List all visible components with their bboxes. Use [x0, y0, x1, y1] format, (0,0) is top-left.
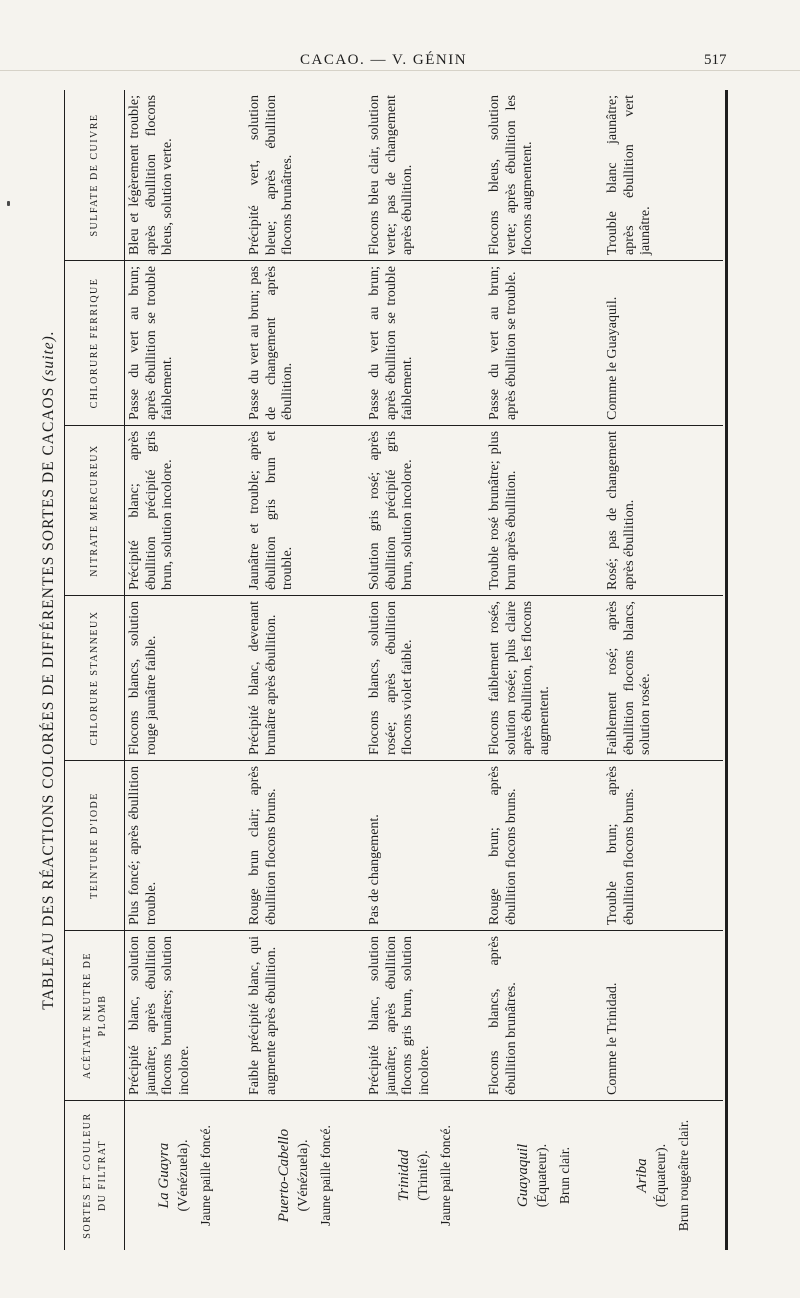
sample-origin: (Trinité).: [416, 1150, 431, 1201]
column-header-copper-sulfate: SULFATE DE CUIVRE: [89, 113, 100, 237]
copper-sulfate-cell: Flocons bleu clair, solution verte; pas de changement après ébullition.: [367, 95, 415, 255]
sample-cell: [245, 1100, 365, 1250]
iodine-cell: Trouble brun; après ébullition flocons bruns.: [603, 760, 723, 930]
ferric-chloride-cell: Passe du vert au brun; après ébullition se trouble faiblement.: [365, 260, 485, 425]
table-header-row: [65, 90, 125, 1250]
stannous-chloride-cell: Flocons blancs, solution rosée; après ébullition flocons violet faible.: [365, 595, 485, 760]
lead-acetate-cell: Faible précipité blanc, qui augmente après ébullition.: [245, 930, 365, 1100]
column-header-ferric-chloride: CHLORURE FERRIQUE: [65, 260, 124, 425]
mercurous-nitrate-cell: Rosé; pas de changement après ébullition.: [603, 425, 723, 595]
table-row: [125, 90, 245, 1250]
ink-speck: [7, 201, 10, 206]
lead-acetate-cell: Précipité blanc, solution jaunâtre; après ébullition flocons gris brun, solution incolore.: [365, 930, 485, 1100]
filtrate-colour: Jaune paille foncé.: [438, 1125, 453, 1226]
column-header-iodine: TEINTURE D'IODE: [65, 760, 124, 930]
filtrate-colour: Jaune paille foncé.: [318, 1125, 333, 1226]
copper-sulfate-cell: Bleu et légèrement trouble; après ébullition flocons bleus, solution verte.: [127, 95, 175, 255]
lead-acetate-cell: Comme le Trinidad.: [603, 930, 723, 1100]
table-row: [603, 90, 723, 1250]
iodine-cell: Pas de changement.: [365, 760, 485, 930]
column-header-mercurous-nitrate: NITRATE MERCUREUX: [65, 425, 124, 595]
stannous-chloride-cell: Flocons blancs, solution rouge jaunâtre faible.: [125, 595, 245, 760]
ferric-chloride-cell: Passe du vert au brun; après ébullition se trouble faiblement.: [125, 260, 245, 425]
table-row: [245, 90, 365, 1250]
filtrate-colour: Brun rougeâtre clair.: [676, 1119, 691, 1232]
column-header-lead-acetate: ACÉTATE NEUTRE DE PLOMB: [65, 930, 124, 1100]
column-header-stannous-chloride: CHLORURE STANNEUX: [65, 595, 124, 760]
ferric-chloride-cell: Comme le Guayaquil.: [603, 260, 723, 425]
table-row: [365, 90, 485, 1250]
table-row: [485, 90, 603, 1250]
sample-name: La Guayra: [156, 1142, 172, 1209]
reactions-table: [64, 90, 728, 1250]
ferric-chloride-cell: Passe du vert au brun; pas de changement après ébullition.: [245, 260, 365, 425]
iodine-cell: Rouge brun; après ébullition flocons bruns.: [485, 760, 603, 930]
header-rule: [0, 70, 800, 71]
column-header-sample: SORTES ET COULEUR DU FILTRAT: [65, 1100, 124, 1250]
sample-name: Guayaquil: [515, 1143, 531, 1208]
mercurous-nitrate-cell: Précipité blanc; après ébullition précipité gris brun, solution incolore.: [125, 425, 245, 595]
filtrate-colour: Jaune paille foncé.: [198, 1125, 213, 1226]
sample-origin: (Équateur).: [654, 1143, 669, 1208]
copper-sulfate-cell: Trouble blanc jaunâtre; après ébullition vert jaunâtre.: [605, 95, 653, 255]
filtrate-colour: Brun clair.: [557, 1147, 572, 1204]
mercurous-nitrate-cell: Trouble rosé brunâtre; plus brun après ébullition.: [485, 425, 603, 595]
sample-name: Ariba: [634, 1158, 650, 1193]
ferric-chloride-cell: Passe du vert au brun; après ébullition se trouble.: [485, 260, 603, 425]
rotated-table-page: [40, 90, 730, 1250]
sample-origin: (Vénézuela).: [176, 1139, 191, 1212]
sample-cell: [365, 1100, 485, 1250]
sample-name: Puerto-Cabello: [276, 1128, 292, 1223]
table-title-suffix: (suite).: [40, 330, 57, 382]
iodine-cell: Plus foncé; après ébullition trouble.: [125, 760, 245, 930]
mercurous-nitrate-cell: Solution gris rosé; après ébullition précipité gris brun, solution incolore.: [365, 425, 485, 595]
sample-cell: [603, 1100, 723, 1250]
stannous-chloride-cell: Flocons faiblement rosés, solution rosée; plus claire après ébullition, les flocons augmentent.: [485, 595, 603, 760]
table-title: [40, 90, 64, 1250]
iodine-cell: Rouge brun clair; après ébullition flocons bruns.: [245, 760, 365, 930]
running-title: CACAO. — V. GÉNIN: [300, 52, 468, 68]
sample-origin: (Vénézuela).: [296, 1139, 311, 1212]
copper-sulfate-cell: Précipité vert, solution bleue; après ébullition flocons brunâtres.: [247, 95, 295, 255]
stannous-chloride-cell: Précipité blanc, devenant brunâtre après ébullition.: [245, 595, 365, 760]
copper-sulfate-cell: Flocons bleus, solution verte; après ébullition les flocons augmentent.: [487, 95, 535, 255]
mercurous-nitrate-cell: Jaunâtre et trouble; après ébullition gris brun et trouble.: [245, 425, 365, 595]
table-title-text: TABLEAU DES RÉACTIONS COLORÉES DE DIFFÉRENTES SORTES DE CACAOS: [40, 386, 57, 1010]
stannous-chloride-cell: Faiblement rosé; après ébullition flocons blancs, solution rosée.: [603, 595, 723, 760]
sample-name: Trinidad: [396, 1149, 412, 1202]
page-number: 517: [704, 52, 727, 68]
lead-acetate-cell: Précipité blanc, solution jaunâtre; après ébullition flocons brunâtres; solution incolore.: [125, 930, 245, 1100]
lead-acetate-cell: Flocons blancs, après ébullition brunâtres.: [485, 930, 603, 1100]
sample-origin: (Équateur).: [535, 1143, 550, 1208]
sample-cell: [485, 1100, 603, 1250]
sample-cell: [125, 1100, 245, 1250]
